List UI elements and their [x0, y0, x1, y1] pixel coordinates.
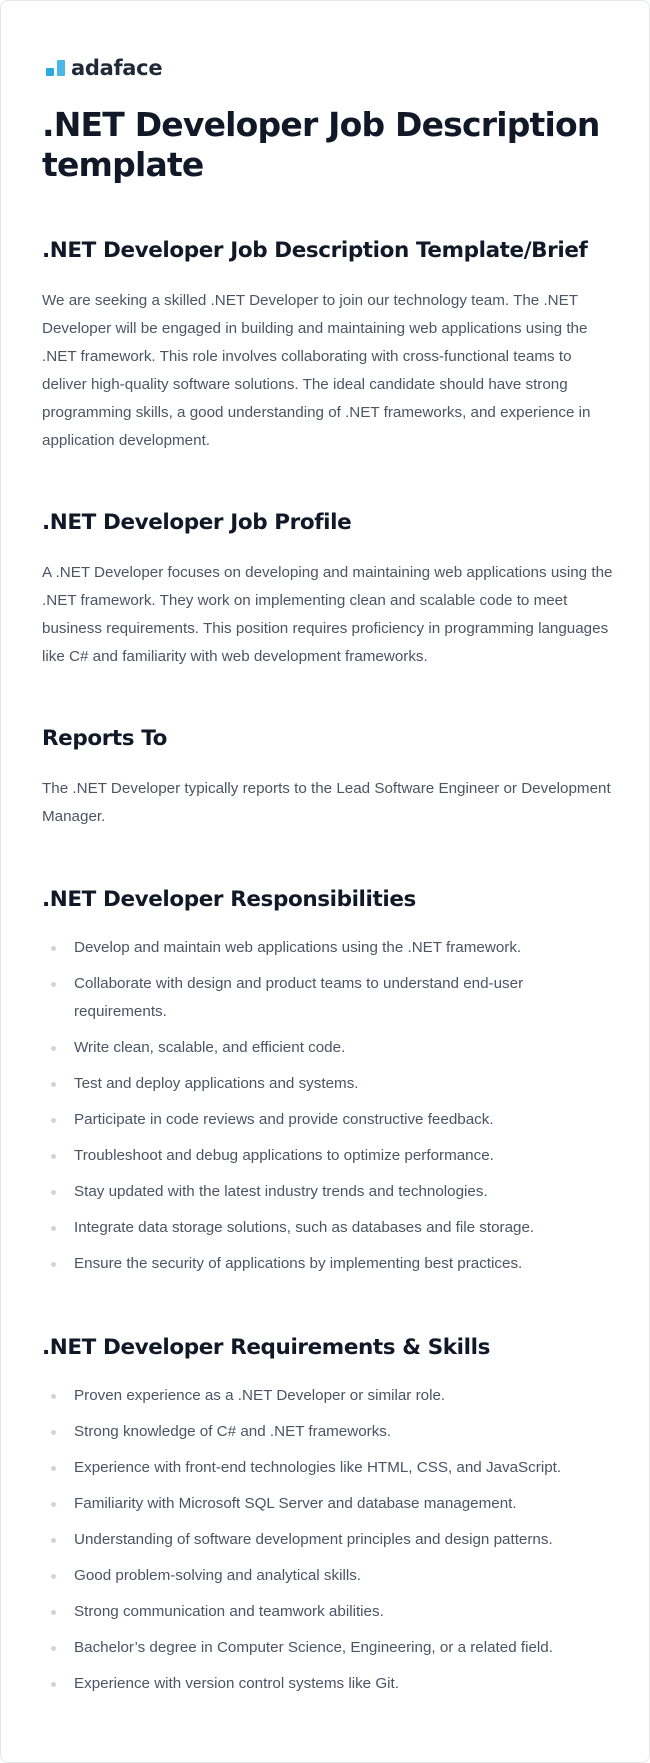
list-item: Develop and maintain web applications using the .NET framework. [42, 934, 614, 962]
section-heading: Reports To [42, 726, 168, 751]
section-heading: .NET Developer Requirements & Skills [42, 1335, 490, 1360]
list-item: Participate in code reviews and provide constructive feedback. [42, 1106, 614, 1134]
section-responsibilities [42, 886, 614, 1286]
section-job-profile [42, 509, 614, 671]
section-brief [42, 237, 614, 455]
responsibilities-list [42, 934, 614, 1278]
adaface-logo-icon [46, 58, 66, 78]
list-item: Stay updated with the latest industry trends and technologies. [42, 1178, 614, 1206]
list-item: Collaborate with design and product teams to understand end-user requirements. [42, 970, 614, 1026]
requirements-list [42, 1382, 614, 1698]
section-heading: .NET Developer Job Description Template/Brief [42, 238, 588, 263]
list-item: Familiarity with Microsoft SQL Server and database management. [42, 1490, 614, 1518]
page-title: .NET Developer Job Description template [42, 105, 600, 184]
list-item: Experience with version control systems like Git. [42, 1670, 614, 1698]
list-item: Write clean, scalable, and efficient code. [42, 1034, 614, 1062]
section-body: A .NET Developer focuses on developing and maintaining web applications using the .NET framework. They work on implementing clean and scalable code to meet business requirements. This position requires proficiency in programming languages like C# and familiarity with web development frameworks. [42, 564, 613, 665]
list-item: Understanding of software development principles and design patterns. [42, 1526, 614, 1554]
adaface-logo[interactable] [46, 56, 162, 80]
list-item: Integrate data storage solutions, such as databases and file storage. [42, 1214, 614, 1242]
section-body: The .NET Developer typically reports to the Lead Software Engineer or Development Manager. [42, 780, 611, 825]
section-heading: .NET Developer Job Profile [42, 510, 352, 535]
list-item: Bachelor’s degree in Computer Science, Engineering, or a related field. [42, 1634, 614, 1662]
section-requirements-skills [42, 1334, 614, 1706]
section-heading: .NET Developer Responsibilities [42, 887, 416, 912]
list-item: Troubleshoot and debug applications to optimize performance. [42, 1142, 614, 1170]
list-item: Strong communication and teamwork abilities. [42, 1598, 614, 1626]
list-item: Experience with front-end technologies like HTML, CSS, and JavaScript. [42, 1454, 614, 1482]
list-item: Strong knowledge of C# and .NET frameworks. [42, 1418, 614, 1446]
section-body: We are seeking a skilled .NET Developer to join our technology team. The .NET Developer will be engaged in building and maintaining web applications using the .NET framework. This role involves collaborating with cross-functional teams to deliver high-quality software solutions. The ideal candidate should have strong programming skills, a good understanding of .NET frameworks, and experience in application development. [42, 292, 591, 449]
list-item: Test and deploy applications and systems. [42, 1070, 614, 1098]
section-reports-to [42, 725, 614, 831]
list-item: Good problem-solving and analytical skills. [42, 1562, 614, 1590]
list-item: Proven experience as a .NET Developer or similar role. [42, 1382, 614, 1410]
list-item: Ensure the security of applications by implementing best practices. [42, 1250, 614, 1278]
brand-name: adaface [71, 56, 163, 80]
